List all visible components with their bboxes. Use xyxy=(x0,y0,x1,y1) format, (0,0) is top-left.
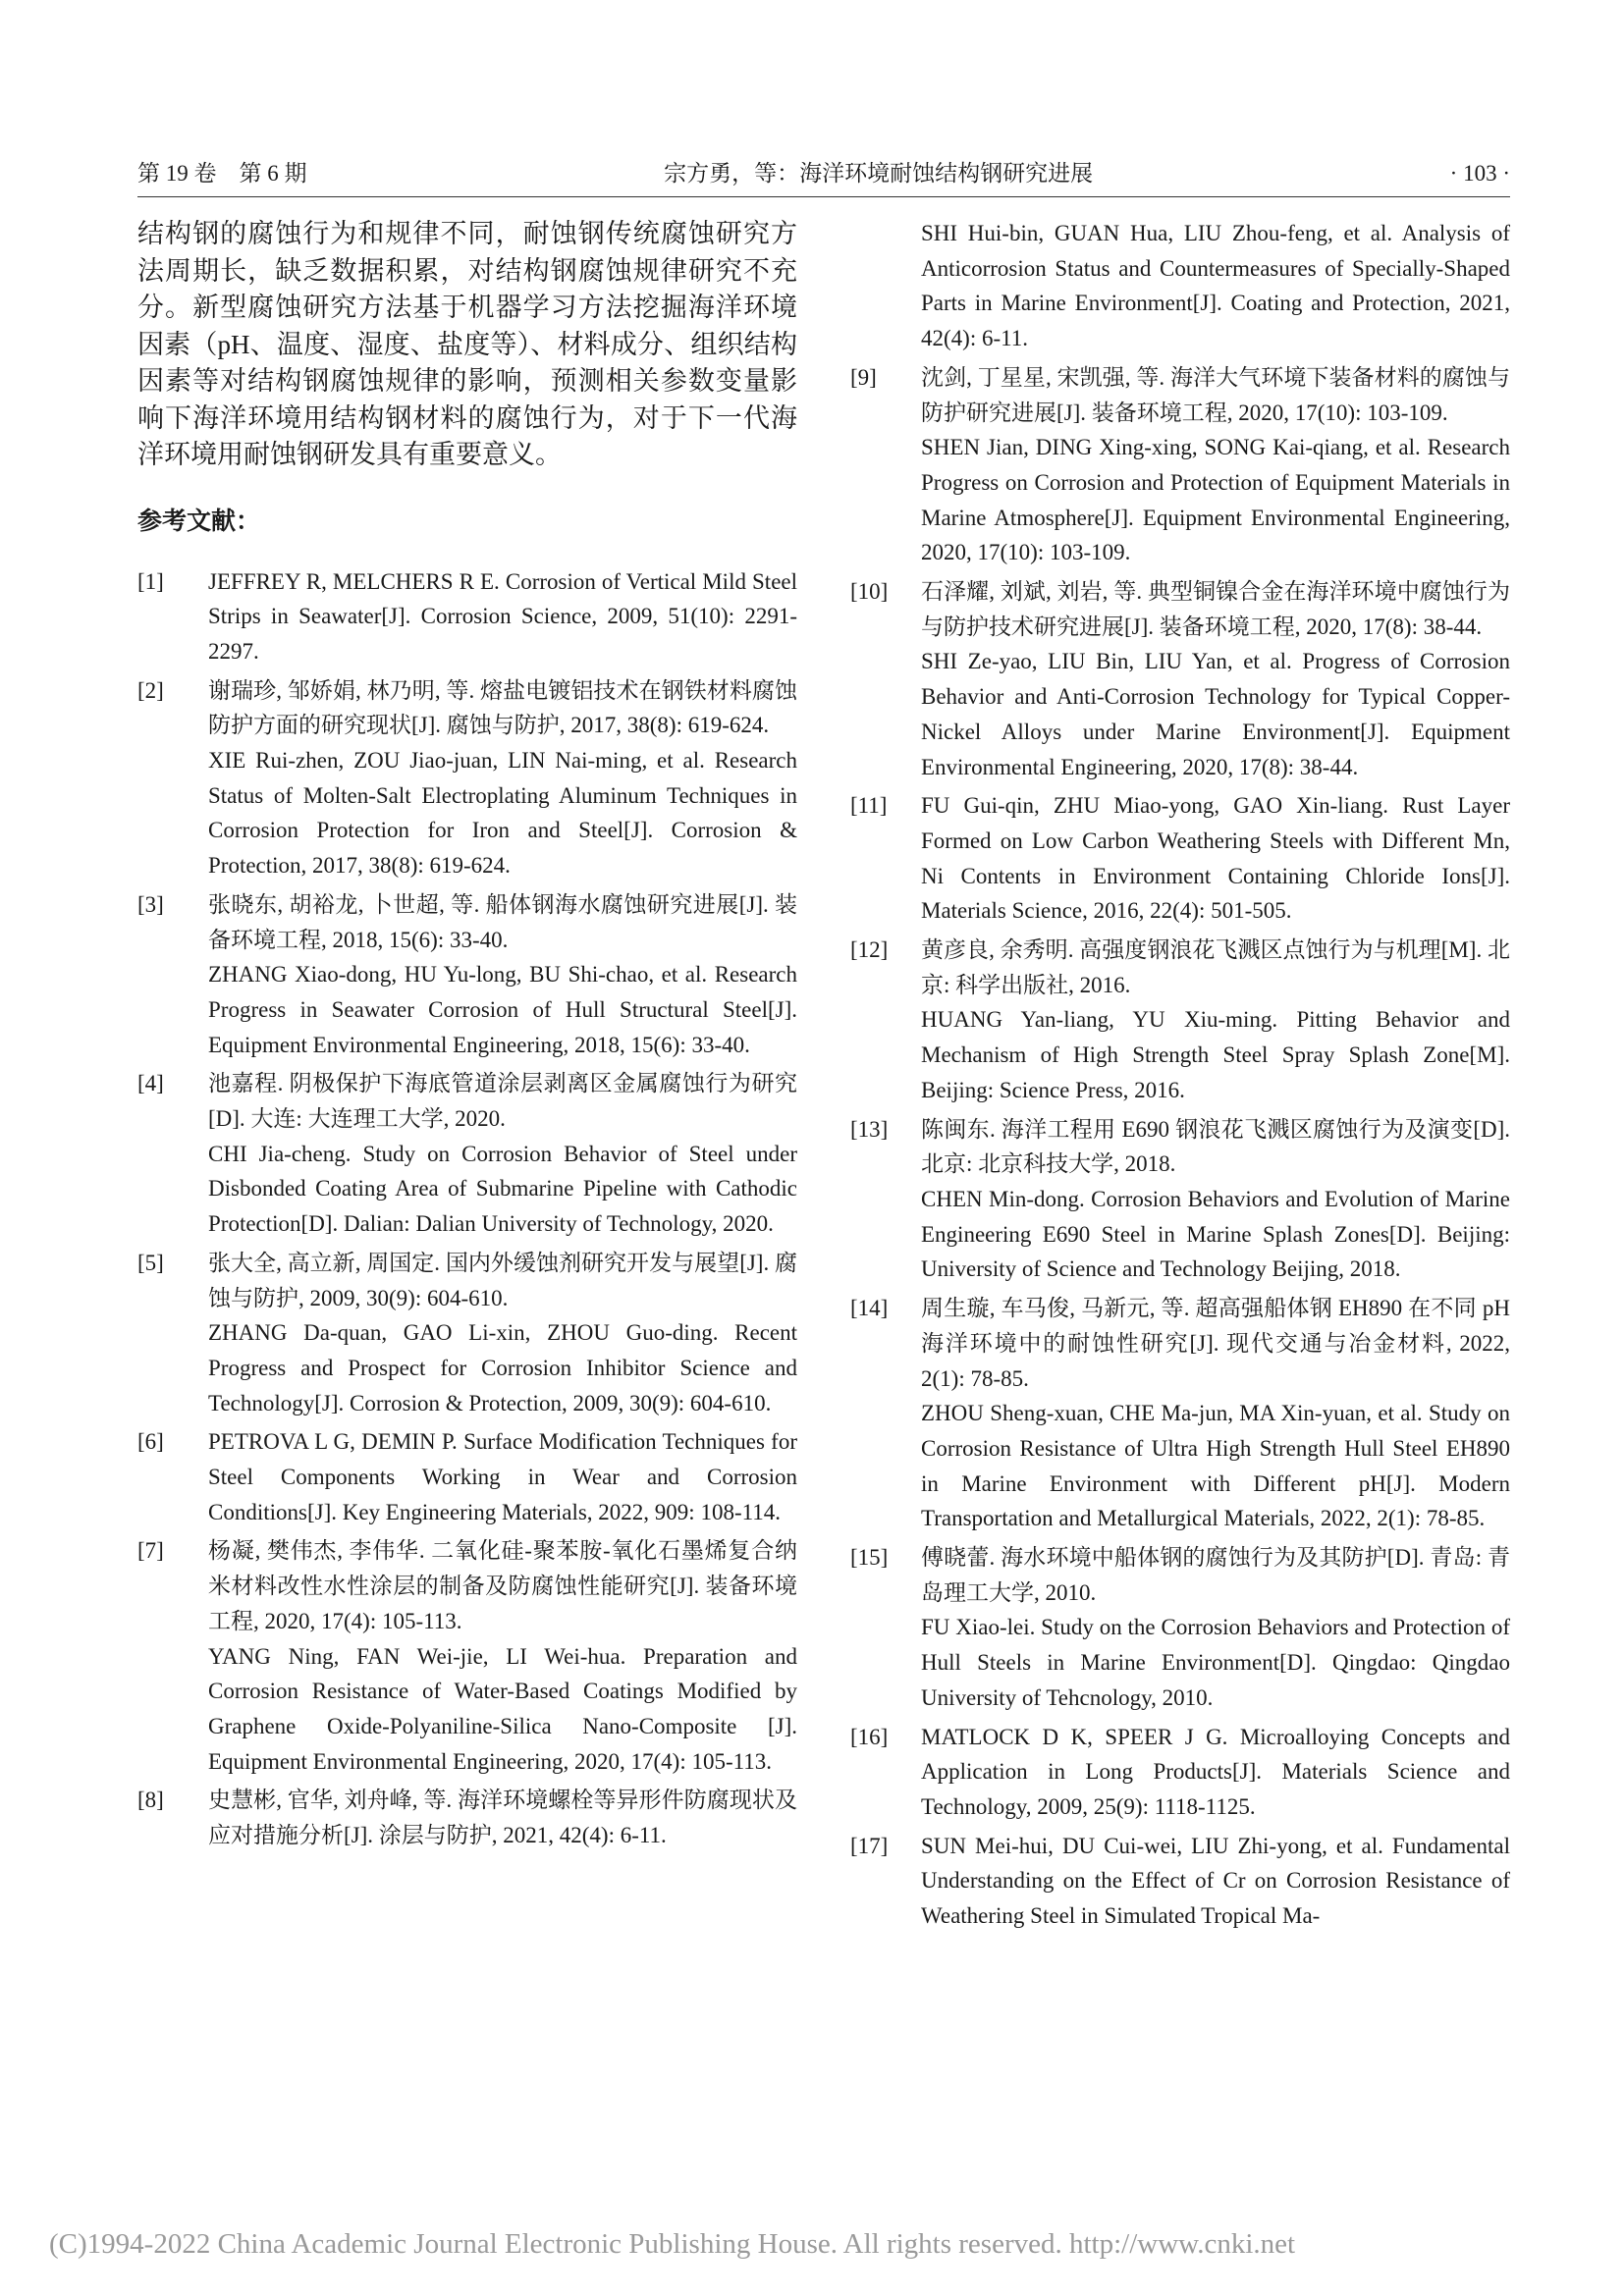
body-paragraph: 结构钢的腐蚀行为和规律不同，耐蚀钢传统腐蚀研究方法周期长，缺乏数据积累，对结构钢腐蚀规律研究不充分。新型腐蚀研究方法基于机器学习方法挖掘海洋环境因素（pH、温度、湿度、盐度等）、材料成分、组织结构因素等对结构钢腐蚀规律的影响，预测相关参数变量影响下海洋环境用结构钢材料的腐蚀行为，对于下一代海洋环境用耐蚀钢研发具有重要意义。 xyxy=(137,219,797,469)
reference-item xyxy=(850,1829,1510,1934)
reference-item xyxy=(137,673,797,883)
reference-english: SHI Ze-yao, LIU Bin, LIU Yan, et al. Progress of Corrosion Behavior and Anti-Corrosion Technology for Typical Copper-Nickel Alloys under Marine Environment[J]. Equipment Environmental Engineering, 2020, 17(8): 38-44. xyxy=(921,649,1510,779)
reference-item xyxy=(137,1066,797,1242)
reference-chinese: 张晓东, 胡裕龙, 卜世超, 等. 船体钢海水腐蚀研究进展[J]. 装备环境工程, 2018, 15(6): 33-40. xyxy=(208,891,797,952)
reference-chinese: 池嘉程. 阴极保护下海底管道涂层剥离区金属腐蚀行为研究[D]. 大连: 大连理工大学, 2020. xyxy=(208,1071,797,1132)
running-header xyxy=(137,155,1510,187)
reference-english: XIE Rui-zhen, ZOU Jiao-juan, LIN Nai-ming, et al. Research Status of Molten-Salt Electroplating Aluminum Techniques in Corrosion Protection for Iron and Steel[J]. Corrosion & Protection, 2017, 38(8): 619-624. xyxy=(208,748,797,879)
reference-item xyxy=(137,1533,797,1779)
reference-english: FU Gui-qin, ZHU Miao-yong, GAO Xin-liang. Rust Layer Formed on Low Carbon Weathering Steels with Different Mn, Ni Contents in Environment Containing Chloride Ions[J]. Materials Science, 2016, 22(4): 501-505. xyxy=(921,793,1510,924)
reference-chinese: 黄彦良, 余秀明. 高强度钢浪花飞溅区点蚀行为与机理[M]. 北京: 科学出版社, 2016. xyxy=(921,937,1510,997)
reference-item xyxy=(850,788,1510,929)
copyright-footer: (C)1994-2022 China Academic Journal Electronic Publishing House. All rights reserved. http://www.cnki.net xyxy=(49,2228,1296,2260)
reference-number: [6] xyxy=(137,1429,164,1455)
reference-chinese: 石泽耀, 刘斌, 刘岩, 等. 典型铜镍合金在海洋环境中腐蚀行为与防护技术研究进展[J]. 装备环境工程, 2020, 17(8): 38-44. xyxy=(921,579,1510,639)
header-page-number: · 103 · xyxy=(1449,161,1510,186)
left-column xyxy=(137,216,797,1857)
reference-item xyxy=(850,360,1510,570)
reference-english: ZHANG Da-quan, GAO Li-xin, ZHOU Guo-ding. Recent Progress and Prospect for Corrosion Inhibitor Science and Technology[J]. Corrosion & Protection, 2009, 30(9): 604-610. xyxy=(208,1320,797,1415)
reference-number: [13] xyxy=(850,1116,889,1142)
references-list-left xyxy=(137,564,797,1853)
reference-english: FU Xiao-lei. Study on the Corrosion Behaviors and Protection of Hull Steels in Marine Environment[D]. Qingdao: Qingdao University of Tehcnology, 2010. xyxy=(921,1615,1510,1710)
reference-number: [14] xyxy=(850,1296,889,1321)
reference-english: CHI Jia-cheng. Study on Corrosion Behavior of Steel under Disbonded Coating Area of Submarine Pipeline with Cathodic Protection[D]. Dalian: Dalian University of Technology, 2020. xyxy=(208,1141,797,1237)
reference-item xyxy=(850,1112,1510,1288)
header-rule xyxy=(137,196,1510,197)
reference-item xyxy=(850,1720,1510,1825)
reference-english: SUN Mei-hui, DU Cui-wei, LIU Zhi-yong, et al. Fundamental Understanding on the Effect of Cr on Corrosion Resistance of Weathering Steel in Simulated Tropical Ma- xyxy=(921,1833,1510,1929)
reference-number: [16] xyxy=(850,1724,889,1749)
reference-number: [7] xyxy=(137,1538,164,1564)
reference-item xyxy=(137,1783,797,1852)
reference-number: [5] xyxy=(137,1250,164,1275)
reference-number: [1] xyxy=(137,568,164,594)
reference-item xyxy=(850,1540,1510,1716)
reference-english: ZHANG Xiao-dong, HU Yu-long, BU Shi-chao, et al. Research Progress in Seawater Corrosion of Hull Structural Steel[J]. Equipment Environmental Engineering, 2018, 15(6): 33-40. xyxy=(208,962,797,1057)
reference-item xyxy=(137,1424,797,1529)
reference-number: [2] xyxy=(137,677,164,703)
reference-chinese: 陈闽东. 海洋工程用 E690 钢浪花飞溅区腐蚀行为及演变[D]. 北京: 北京科技大学, 2018. xyxy=(921,1116,1510,1177)
reference-english: PETROVA L G, DEMIN P. Surface Modification Techniques for Steel Components Working in Wear and Corrosion Conditions[J]. Key Engineering Materials, 2022, 909: 108-114. xyxy=(208,1429,797,1524)
reference-chinese: 张大全, 高立新, 周国定. 国内外缓蚀剂研究开发与展望[J]. 腐蚀与防护, 2009, 30(9): 604-610. xyxy=(208,1250,797,1310)
reference-item xyxy=(850,933,1510,1108)
reference-item xyxy=(137,887,797,1063)
reference-chinese: 沈剑, 丁星星, 宋凯强, 等. 海洋大气环境下装备材料的腐蚀与防护研究进展[J]. 装备环境工程, 2020, 17(10): 103-109. xyxy=(921,364,1510,425)
reference-chinese: 谢瑞珍, 邹娇娟, 林乃明, 等. 熔盐电镀铝技术在钢铁材料腐蚀防护方面的研究现状[J]. 腐蚀与防护, 2017, 38(8): 619-624. xyxy=(208,677,797,738)
reference-english: CHEN Min-dong. Corrosion Behaviors and Evolution of Marine Engineering E690 Steel in Marine Splash Zones[D]. Beijing: University of Science and Technology Beijing, 2018. xyxy=(921,1186,1510,1282)
reference-number: [17] xyxy=(850,1833,889,1858)
reference-number: [9] xyxy=(850,364,877,390)
references-title: 参考文献： xyxy=(137,507,261,535)
references-list-right xyxy=(850,360,1510,1934)
reference-number: [8] xyxy=(137,1788,164,1813)
reference-english: ZHOU Sheng-xuan, CHE Ma-jun, MA Xin-yuan, et al. Study on Corrosion Resistance of Ultra High Strength Hull Steel EH890 in Marine Environment with Different pH[J]. Modern Transportation and Metallurgical Materials, 2022, 2(1): 78-85. xyxy=(921,1401,1510,1531)
reference-english: JEFFREY R, MELCHERS R E. Corrosion of Vertical Mild Steel Strips in Seawater[J]. Corrosion Science, 2009, 51(10): 2291-2297. xyxy=(208,568,797,664)
header-title: 宗方勇，等：海洋环境耐蚀结构钢研究进展 xyxy=(664,161,1094,186)
reference-item xyxy=(137,1246,797,1421)
reference-english: MATLOCK D K, SPEER J G. Microalloying Concepts and Application in Long Products[J]. Materials Science and Technology, 2009, 25(9): 1118-1125. xyxy=(921,1724,1510,1819)
ref8-english: SHI Hui-bin, GUAN Hua, LIU Zhou-feng, et al. Analysis of Anticorrosion Status and Countermeasures of Specially-Shaped Parts in Marine Environment[J]. Coating and Protection, 2021, 42(4): 6-11. xyxy=(921,221,1510,351)
reference-chinese: 周生璇, 车马俊, 马新元, 等. 超高强船体钢 EH890 在不同 pH 海洋环境中的耐蚀性研究[J]. 现代交通与冶金材料, 2022, 2(1): 78-85. xyxy=(921,1296,1510,1391)
reference-english: SHEN Jian, DING Xing-xing, SONG Kai-qiang, et al. Research Progress on Corrosion and Protection of Equipment Materials in Marine Atmosphere[J]. Equipment Environmental Engineering, 2020, 17(10): 103-109. xyxy=(921,435,1510,565)
reference-item xyxy=(137,564,797,669)
reference-english: YANG Ning, FAN Wei-jie, LI Wei-hua. Preparation and Corrosion Resistance of Water-Based Coatings Modified by Graphene Oxide-Polyaniline-Silica Nano-Composite [J]. Equipment Environmental Engineering, 2020, 17(4): 105-113. xyxy=(208,1643,797,1774)
reference-number: [4] xyxy=(137,1071,164,1096)
reference-number: [11] xyxy=(850,793,888,819)
reference-chinese: 史慧彬, 官华, 刘舟峰, 等. 海洋环境螺栓等异形件防腐现状及应对措施分析[J]. 涂层与防护, 2021, 42(4): 6-11. xyxy=(208,1788,797,1848)
reference-number: [10] xyxy=(850,579,889,605)
reference-item xyxy=(850,1291,1510,1536)
reference-chinese: 傅晓蕾. 海水环境中船体钢的腐蚀行为及其防护[D]. 青岛: 青岛理工大学, 2010. xyxy=(921,1545,1510,1605)
reference-number: [3] xyxy=(137,891,164,917)
right-column xyxy=(850,216,1510,1938)
reference-number: [15] xyxy=(850,1545,889,1571)
reference-continuation xyxy=(850,216,1510,356)
reference-chinese: 杨凝, 樊伟杰, 李伟华. 二氧化硅-聚苯胺-氧化石墨烯复合纳米材料改性水性涂层的制备及防腐蚀性能研究[J]. 装备环境工程, 2020, 17(4): 105-113. xyxy=(208,1538,797,1633)
reference-number: [12] xyxy=(850,937,889,963)
reference-item xyxy=(850,574,1510,784)
reference-english: HUANG Yan-liang, YU Xiu-ming. Pitting Behavior and Mechanism of High Strength Steel Spray Splash Zone[M]. Beijing: Science Press, 2016. xyxy=(921,1007,1510,1102)
header-volume: 第 19 卷 第 6 期 xyxy=(137,161,307,186)
